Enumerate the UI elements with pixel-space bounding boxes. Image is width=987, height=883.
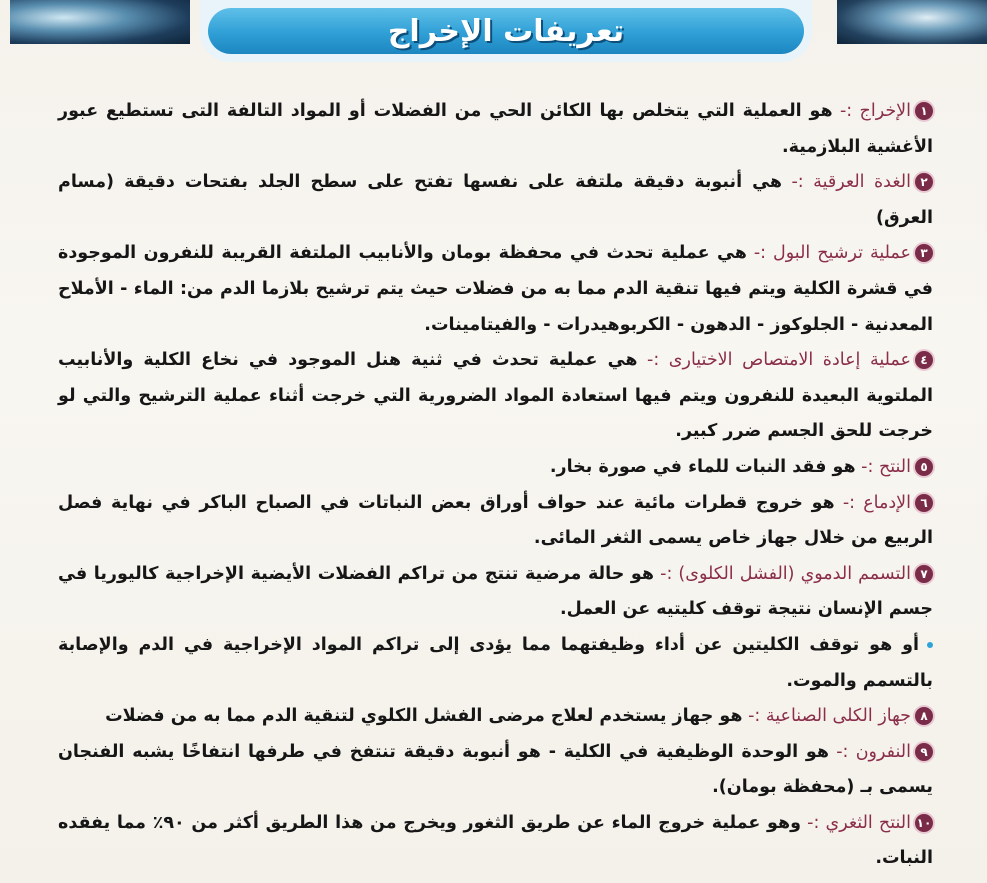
definition-text: هو فقد النبات للماء في صورة بخار. — [549, 456, 856, 477]
bullet-dot-icon — [927, 642, 933, 648]
definition-text: هي أنبوبة دقيقة ملتفة على نفسها تفتح على سطح الجلد بفتحات دقيقة (مسام العرق) — [58, 172, 933, 228]
definition-term: الإدماع :- — [834, 492, 912, 513]
number-badge-icon: ١ — [915, 102, 933, 120]
definition-term: عملية إعادة الامتصاص الاختيارى :- — [637, 350, 911, 371]
definition-term: النفرون :- — [828, 741, 911, 762]
definition-note — [58, 628, 933, 699]
page-title: تعريفات الإخراج — [387, 13, 625, 49]
definition-item — [58, 486, 933, 557]
definition-item — [58, 450, 933, 486]
definition-item — [58, 699, 933, 735]
definition-term: الإخراج :- — [832, 101, 912, 121]
definition-term: عملية ترشيح البول :- — [746, 243, 911, 264]
definition-term: جهاز الكلى الصناعية :- — [742, 706, 911, 727]
definition-item — [58, 557, 933, 628]
decorative-image-right — [837, 0, 987, 44]
decorative-image-left — [10, 0, 190, 44]
definition-text: هو العملية التي يتخلص بها الكائن الحي من الفضلات أو المواد التالفة التى تستطيع عبور الأغشية البلازمية. — [58, 101, 933, 157]
number-badge-icon: ٣ — [915, 244, 933, 262]
definition-item — [58, 165, 933, 236]
definition-term: النتح :- — [855, 456, 911, 477]
definition-term: الغدة العرقية :- — [781, 172, 911, 193]
definition-text: هو حالة مرضية تنتج من تراكم الفضلات الأيضية الإخراجية كاليوريا في جسم الإنسان نتيجة توقف كليتيه عن العمل. — [58, 563, 933, 620]
definition-term: التسمم الدموي (الفشل الكلوى) :- — [654, 563, 911, 584]
number-badge-icon: ٧ — [915, 565, 933, 583]
definition-text: هو خروج قطرات مائية عند حواف أوراق بعض النباتات في الصباح الباكر في نهاية فصل الربيع من خلال جهاز خاص يسمى الثغر المائى. — [58, 492, 933, 549]
number-badge-icon: ١٠ — [916, 815, 932, 830]
header-banner — [208, 8, 804, 54]
definition-term: النتح الثغري :- — [801, 812, 911, 833]
definition-text: هي عملية تحدث في محفظة بومان والأنابيب الملتفة القريبة للنفرون الموجودة في قشرة الكلية ويتم فيها تنقية الدم مما به من فضلات حيث يتم ترشيح بلازما الدم من: الماء - الأملاح المعدنية - الجلوكوز - الدهون - الكربوهيدرات - والفيتامينات. — [58, 243, 933, 335]
definition-item — [58, 236, 933, 343]
definition-item — [58, 94, 933, 165]
definition-item — [58, 343, 933, 450]
number-badge-icon: ٦ — [915, 494, 933, 512]
definition-text: هو جهاز يستخدم لعلاج مرضى الفشل الكلوي لتنقية الدم مما به من فضلات — [105, 706, 743, 727]
definition-text: هو الوحدة الوظيفية في الكلية - هو أنبوبة دقيقة تنتفخ في طرفها انتفاخًا يشبه الفنجان يسمى بـ (محفظة بومان). — [58, 741, 933, 798]
number-badge-icon: ٢ — [915, 173, 933, 191]
number-badge-icon: ٩ — [915, 743, 933, 761]
definition-item — [58, 806, 933, 877]
number-badge-icon: ٤ — [915, 351, 933, 369]
definitions-list — [58, 94, 933, 877]
definition-item — [58, 735, 933, 806]
number-badge-icon: ٨ — [915, 707, 933, 725]
number-badge-icon: ٥ — [915, 458, 933, 476]
definition-text: وهو عملية خروج الماء عن طريق الثغور ويخرج من هذا الطريق أكثر من ٩٠٪ مما يفقده النبات. — [58, 812, 933, 869]
definition-text: أو هو توقف الكليتين عن أداء وظيفتهما مما يؤدى إلى تراكم المواد الإخراجية في الدم والإصابة بالتسمم والموت. — [58, 634, 933, 691]
definition-text: هي عملية تحدث في ثنية هنل الموجود في نخاع الكلية والأنابيب الملتوية البعيدة للنفرون ويتم فيها استعادة المواد الضرورية التي خرجت أثناء عملية الترشيح والتي لو خرجت للحق الجسم ضرر كبير. — [58, 350, 933, 442]
